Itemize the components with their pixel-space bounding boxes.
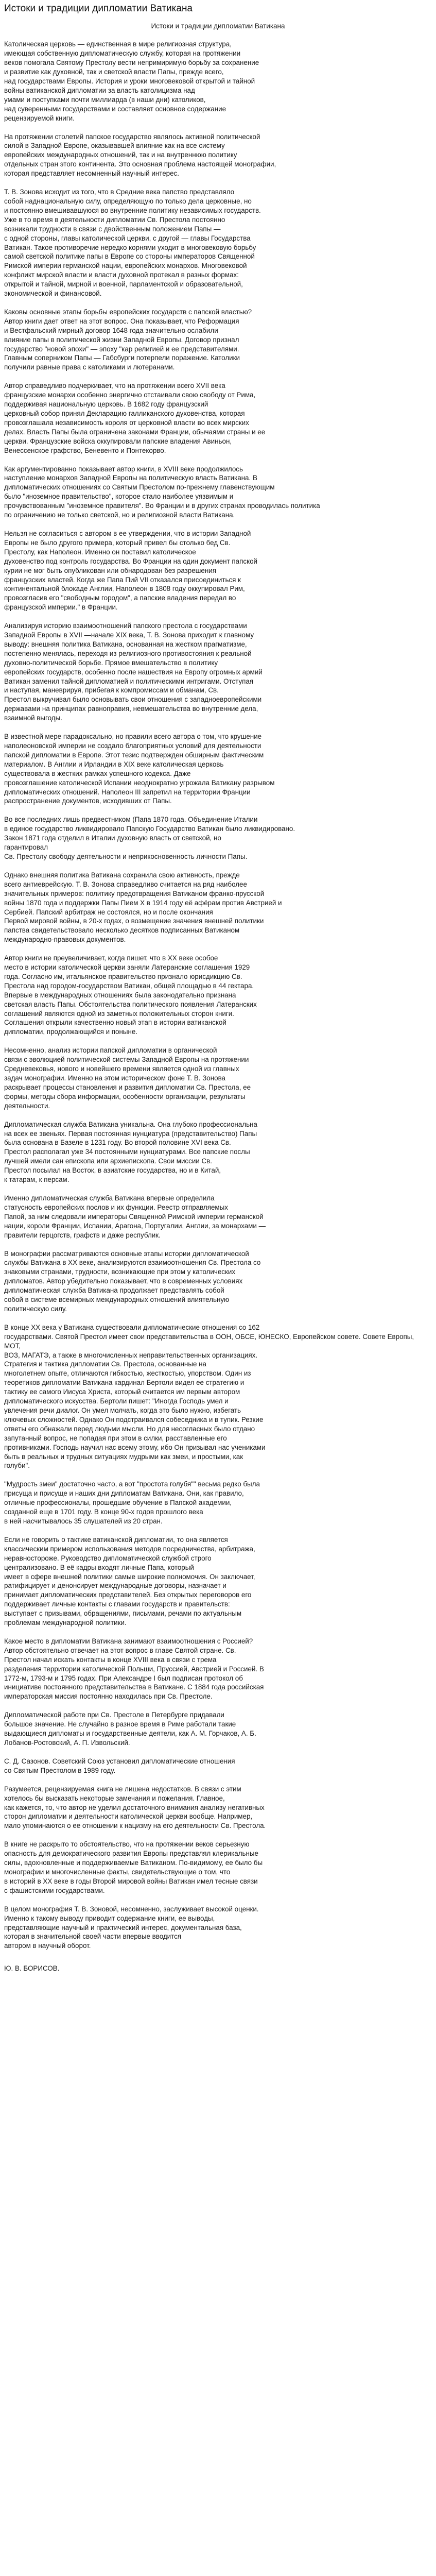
article-paragraph: Если не говорить о тактике ватиканской дипломатии, то она является классическим примером использования методов посредничества, арбитража, неравностороже. Руководство дипломатической службой строго централизовано. В её кадры входят личные Папа, который имеет в сфере внешней политики самые широкие полномочия. Он заключает, ратифицирует и денонсирует международные договоры, назначает и принимает дипломатических представителей. Без открытых переговоров его поддерживает личные контакты с главами государств и правительств: выступает с призывами, обращениями, письмами, речами по актуальным проблемам международной политики. [4, 1535, 255, 1627]
article-paragraph: Каковы основные этапы борьбы европейских государств с папской властью? Автор книги дает ответ на этот вопрос. Она показывает, что Реформация и Вестфальский мирный договор 1648 года значительно ослабили влияние папы в политической жизни Западной Европы. Договор признал государство "новой эпохи" — эпоху "кар религией и ее представителями. Главным соперником Папы — Габсбурги потерпели поражение. Католики получили равные права с католиками и лютеранами. [4, 308, 252, 371]
article-paragraph: Дипломатической работе при Св. Престоле в Петербурге придавали большое значение. Не случайно в разное время в Риме работали такие выдающиеся дипломаты и государственные деятели, как А. М. Горчаков, А. Б. Лобанов-Ростовский, А. П. Извольский. [4, 1711, 256, 1747]
article-paragraph: Именно дипломатическая служба Ватикана впервые определила статусность европейских послов и их функции. Реестр отправляемых Папой, за ним следовали императоры Священной Римской империи германской нации, короли Франции, Испании, Арагона, Португалии, Англии, за монархами — правители герцогств, графств и даже республик. [4, 1194, 266, 1239]
article-paragraph: В целом монография Т. В. Зоновой, несомненно, заслуживает высокой оценки. Именно к такому выводу приводит содержание книги, ее выводы, представляющие научный и практический интерес, документальная база, которая в значительной своей части впервые вводится автором в научный оборот. [4, 1905, 259, 1950]
article-paragraph: Дипломатическая служба Ватикана уникальна. Она глубоко профессиональна на всех ее звеньях. Первая постоянная нунциатура (представительство) Папы была основана в Базеле в 1231 году. Во второй половине XVI века Св. Престол располагал уже 34 постоянными нунциатурами. Все папские послы лучшей имели сан епископа или архиепископа. Свои миссии Св. Престол посылал на Восток, в азиатские государства, но и в Китай, к татарам, к персам. [4, 1120, 257, 1184]
article-paragraph: На протяжении столетий папское государство являлось активной политической силой в Западной Европе, оказывавшей влияние как на все систему европейских международных отношений, так и на внутреннюю политику отдельных стран этого континента. Это основная проблема настоящей монографии, которая представляет несомненный научный интерес. [4, 132, 276, 178]
article-paragraph: Католическая церковь — единственная в мире религиозная структура, имеющая собственную дипломатическую службу, которая на протяжении веков помогала Святому Престолу вести непримиримую борьбу за сохранение и развитие как духовной, так и светской власти Папы, прежде всего, над государствами Европы. История и уроки многовековой открытой и тайной войны ватиканской дипломатии за власть католицизма над умами и поступками почти миллиарда (в наши дни) католиков, над суверенными государствами и составляет основное содержание рецензируемой книги. [4, 40, 259, 122]
article-paragraph: В монографии рассматриваются основные этапы истории дипломатической службы Ватикана в XX веке, анализируются взаимоотношения Св. Престола со знаковыми странами, трудности, возникающие при этом у католических дипломатов. Автор убедительно показывает, что в современных условиях дипломатическая служба Ватикана продолжает представлять собой собой в системе всемирных международных отношений влиятельную политическую силу. [4, 1249, 261, 1313]
article-paragraph: Автор книги не преувеличивает, когда пишет, что в XX веке особое место в истории католической церкви заняли Латеранские соглашения 1929 года. Согласно им, итальянское правительство признало юрисдикцию Св. Престола над городом-государством Ватикан, общей площадью в 44 гектара. Впервые в международных отношениях была законодательно признана светская власть Папы. Обстоятельства политического появления Латеранских соглашений являются одной из заметных положительных сторон книги. Соглашения открыли качественно новый этап в истории ватиканской дипломатии, продолжающийся и поныне. [4, 954, 257, 1036]
article-paragraph: Во все последних лишь предвестником (Папа 1870 года. Объединение Италии в единое государство ликвидировало Папскую Государство Ватикан было ликвидировано. Закон 1871 года отделил в Италии духовную власть от светской, но гарантировал Св. Престолу свободу деятельности и неприкосновенность личности Папы. [4, 816, 295, 860]
article-paragraph: Несомненно, анализ истории папской дипломатии в органической связи с эволюцией политической системы Западной Европы на протяжении Средневековья, нового и новейшего времени является одной из главных задач монографии. Именно на этом историческом фоне Т. В. Зонова раскрывает процессы становления и развития дипломатии Св. Престола, ее формы, методы сбора информации, особенности организации, результаты деятельности. [4, 1046, 251, 1110]
article-paragraph: В конце XX века у Ватикана существовали дипломатические отношения со 162 государствами. Святой Престол имеет свои представительства в ООН, ОБСЕ, ЮНЕСКО, Европейском совете. Совете Европы, МОТ, ВОЗ, МАГАТЭ, а также в многочисленных неправительственных организациях. Стратегия и тактика дипломатии Св. Престола, основанные на многолетнем опыте, отличаются гибкостью, жесткостью, упорством. Один из теоретиков дипломатии Ватикана кардинал Бертоли видел ее стратегию и тактику ее самого Иисуса Христа, который считается им первым автором дипломатического искусства. Бертоли пишет: "Иногда Господь умел и увлечения речи диалог. Он умел молчать, когда это было нужно, избегать ключевых сложностей. Однако Он подстраивался собеседника и в тупик. Резкие ответы его обнажали перед людьми мысли. Но для несогласных было отдано запутанный вопрос, не попадая при этом в силки, расставленные его противниками. Господь научил нас всему этому, ибо Он призывал нас учениками быть в реальных и трудных ситуациях мудрыми как змеи, и простыми, как голуби". [4, 1323, 414, 1470]
article-paragraph: Автор справедливо подчеркивает, что на протяжении всего XVII века французские монархи особенно энергично отстаивали свою свободу от Рима, поддерживая национальную церковь. В 1682 году французский церковный собор принял Декларацию галликанского духовенства, которая провозглашала независимость короля от церковной власти во всех мирских делах. Власть Папы была ограничена законами Франции, обычаями страны и ее церкви. Французские войска оккупировали папские владения Авиньон, Венессенское графство, Беневенто и Понтекорво. [4, 382, 266, 454]
article-paragraph: В известной мере парадоксально, но правили всего автора о том, что крушение наполеоновской империи не создало благоприятных условий для деятельности папской дипломатии в Европе. Этот тезис подтвержден обширным фактическим материалом. В Англии и Ирландии в XIX веке католическая церковь существовала в жестких рамках успешного кодекса. Даже провозглашение католической Испании неоднократно угрожала Ватикану разрывом дипломатических отношений. Наполеон III запретил на территории Франции распространение документов, исходивших от Папы. [4, 733, 275, 805]
article-paragraph: Однако внешняя политика Ватикана сохранила свою активность, прежде всего антиеврейскую. Т. В. Зонова справедливо считается на ряд наиболее значительных примеров: политику предотвращения Ватиканом франко-прусской войны 1870 года и поддержки Папы Пием X в 1914 году её афёрам против Австрией и Сербией. Папский арбитраж не состоялся, но и после окончания Первой мировой войны, в 20-х годах, о возмещение значения внешней политики папства свидетельствовало несколько десятков подписанных Ватиканом международно-правовых документов. [4, 871, 282, 944]
article-paragraph: "Мудрость змеи" достаточно часто, а вот "простота голубя"" весьма редко была присуща и присуще и наших дни дипломатам Ватикана. Они, как правило, отличные профессионалы, прошедшие обучение в Папской академии, созданной еще в 1701 году. В конце 90-х годов прошлого века в ней насчитывалось 35 слушателей из 20 стран. [4, 1480, 260, 1525]
article-paragraph: Нельзя не согласиться с автором в ее утверждении, что в истории Западной Европы не было другого примера, который привел бы столько бед Св. Престолу, как Наполеон. Именно он поставил католическое духовенство под контроль государства. Во Франции на один документ папской курии не мог быть опубликован или обнародован без разрешения французских властей. Когда же Папа Пий VII отказался присоединиться к континентальной блокаде Англии, Наполеон в 1808 году оккупировал Рим, провозгласив его "свободным городом", а папские владения передал во французской империи." в Франции. [4, 529, 258, 612]
article-paragraph: Анализируя историю взаимоотношений папского престола с государствами Западной Европы в XVII —начале XIX века, Т. В. Зонова приходит к главному выводу: внешняя политика Ватикана, основанная на жестком прагматизме, постепенно менялась, переходя из религиозного противостояния к реальной духовно-политической борьбе. Прямое вмешательство в политику европейских государств, особенно после нашествия на Европу огромных армий Ватикан заменил тайной дипломатией и политическими интригами. Отступая и наступая, маневрируя, прибегая к компромиссам и обманам, Св. Престол выкручивал было основывать свои отношения с западноевропейскими державами на принципах равноправия, невмешательства во внутренние дела, взаимной выгоды. [4, 622, 263, 722]
article-paragraph: С. Д. Сазонов. Советский Союз установил дипломатические отношения со Святым Престолом в 1989 году. [4, 1757, 235, 1774]
article-paragraph: Т. В. Зонова исходит из того, что в Средние века папство представляло собой наднациональную силу, определяющую по только дела церковные, но и постоянно вмешивавшуюся во внутренние политику независимых государств. Уже в то время в деятельности дипломатии Св. Престола постоянно возникали трудности в связи с двойственным положением Папы — с одной стороны, главы католической церкви, с другой — главы Государства Ватикан. Такое противоречие нередко корнями уходит в многовековую борьбу самой светской политике папы в Европе со стороны императоров Священной Римской империи германской нации, европейских монархов. Многовековой конфликт мирской власти и власти духовной протекал в разных формах: открытой и тайной, мирной и военной, парламентской и образовательной, экономической и финансовой. [4, 188, 261, 298]
article-paragraph: Какое место в дипломатии Ватикана занимают взаимоотношения с Россией? Автор обстоятельно отвечает на этот вопрос в главе Святой стране. Св. Престол начал искать контакты в конце XVIII века в связи с трема разделения территории католической Польши, Пруссией, Австрией и Россией. В 1772-м, 1793-м и 1795 годах. При Александре I был подписан протокол об инициативе постоянного представительства в Ватикане. С 1884 года российская императорская миссия постоянно находилась при Св. Престоле. [4, 1637, 264, 1701]
page-title: Истоки и традиции дипломатии Ватикана [4, 3, 193, 14]
article-paragraph: Разумеется, рецензируемая книга не лишена недостатков. В связи с этим хотелось бы высказать некоторые замечания и пожелания. Главное, как кажется, то, что автор не уделил достаточного внимания анализу негативных сторон дипломатии и деятельности католической церкви вообще. Например, мало упоминаются о ее отношении к нацизму на его деятельности Св. Престола. [4, 1785, 266, 1830]
article-body [4, 40, 432, 1951]
article-paragraph: В книге не раскрыто то обстоятельство, что на протяжении веков серьезную опасность для демократического развития Европы представлял клерикальные силы, вдохновленные и поддерживаемые Ватиканом. По-видимому, ее было бы монографии и многочисленные факты, свидетельствующие о том, что в историй в XX веке в годы Второй мировой войны Ватикан имел тесные связи с фашистскими государствами. [4, 1840, 263, 1894]
author-signature: Ю. В. БОРИСОВ. [4, 1964, 60, 1973]
article-paragraph: Как аргументированно показывает автор книги, в XVIII веке продолжилось наступление монархов Западной Европы на политическую власть Ватикана. В дипломатических отношениях со Святым Престолом по-прежнему главенствующим было "иноземное правительство", которое стало наиболее уязвимым и прочувствованным "иноземное правителя". Во Франции и в других странах проводилась политика по ограничению не только светской, но и религиозной власти Ватикана. [4, 465, 320, 519]
article-title: Истоки и традиции дипломатии Ватикана [151, 22, 285, 30]
